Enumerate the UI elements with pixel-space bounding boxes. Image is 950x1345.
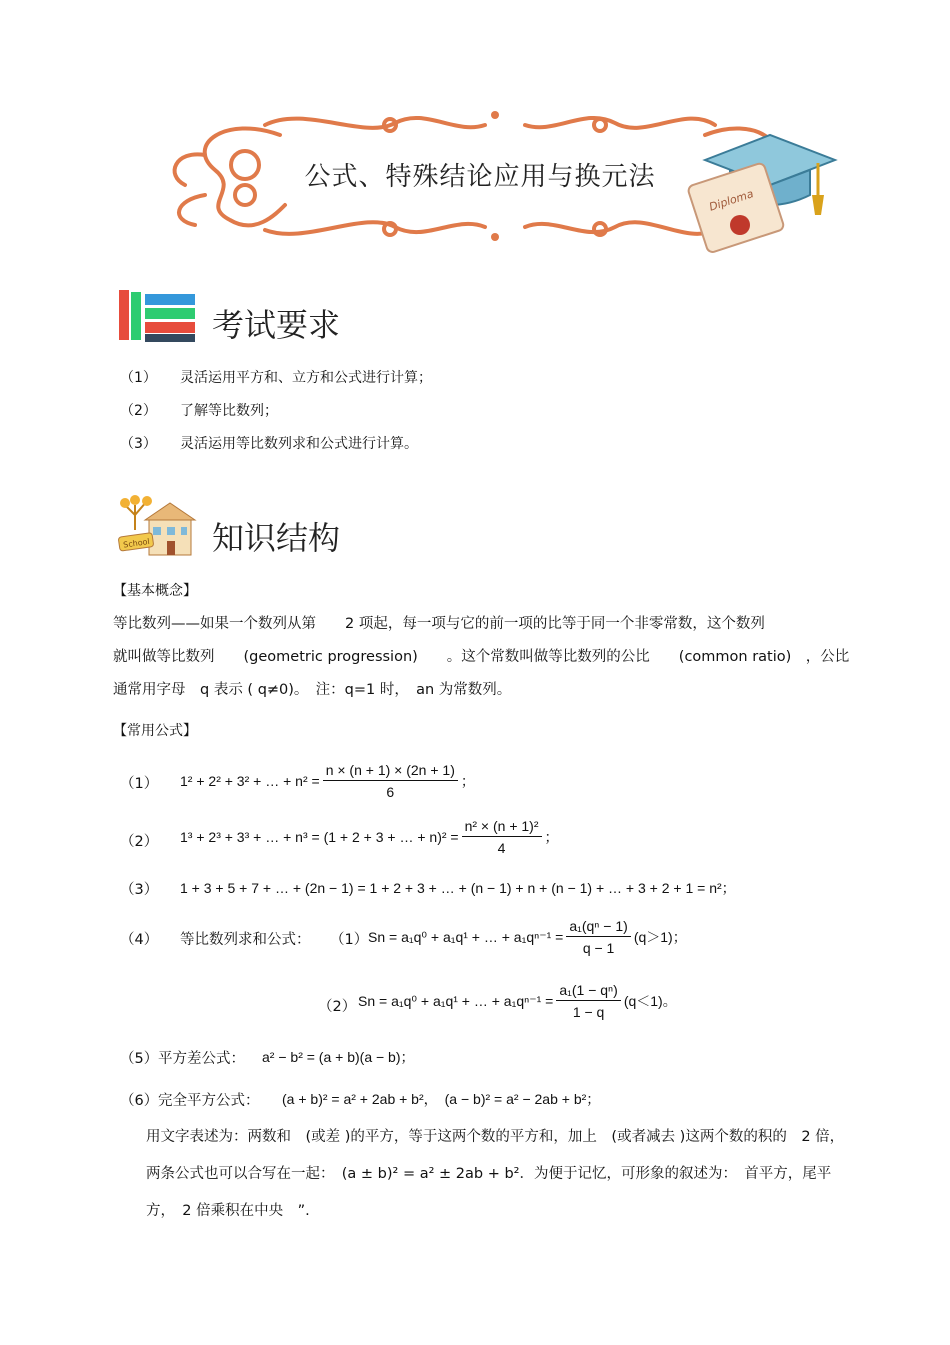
- formula-lhs: 1³ + 2³ + 3³ + … + n³ = (1 + 2 + 3 + … + n)² =: [180, 829, 459, 845]
- geometric-sum-formula-1: [368, 918, 687, 956]
- geometric-sum-label: 等比数列求和公式：: [180, 932, 311, 948]
- formula-sum-of-squares: [180, 762, 475, 800]
- difference-of-squares-label: 平方差公式：: [158, 1051, 245, 1067]
- definition-line: 就叫做等比数列 (geometric progression) 。这个常数叫做等比数列的公比 (common ratio) ，公比: [113, 649, 850, 665]
- school-sign-text: School: [122, 537, 151, 550]
- case-number: （2）: [318, 999, 357, 1015]
- requirement-number: （1）: [120, 370, 157, 386]
- definition-line: 等比数列——如果一个数列从第 2 项起，每一项与它的前一项的比等于同一个非零常数，这个数列: [113, 616, 765, 632]
- numerator: n² × (n + 1)²: [462, 818, 542, 837]
- formula-number: （1）: [120, 776, 159, 792]
- exam-requirements-heading: 考试要求: [212, 306, 341, 344]
- formula-number: （3）: [120, 882, 159, 898]
- formula-number: （4）: [120, 932, 159, 948]
- books-icon: [117, 288, 197, 344]
- diploma-text: Diploma: [707, 187, 756, 214]
- perfect-square-description: 用文字表述为：两数和 (或差 )的平方，等于这两个数的平方和，加上 (或者减去 )这两个数的积的 2 倍，: [146, 1129, 845, 1145]
- formula-number: （6）: [120, 1093, 159, 1109]
- perfect-square-description: 方， 2 倍乘积在中央 ”.: [146, 1203, 310, 1219]
- formula-odd-sum: 1 + 3 + 5 + 7 + … + (2n − 1) = 1 + 2 + 3 + … + (n − 1) + n + (n − 1) + … + 3 + 2 + 1 = n²；: [180, 880, 736, 896]
- denominator: q − 1: [582, 940, 615, 956]
- formula-fraction: [566, 918, 630, 956]
- formula-lhs: 1² + 2² + 3² + … + n² =: [180, 773, 320, 789]
- condition: (q＜1)。: [623, 993, 677, 1009]
- requirement-text: 了解等比数列；: [180, 403, 278, 419]
- formula-end: ；: [460, 773, 475, 789]
- numerator: n × (n + 1) × (2n + 1): [323, 762, 458, 781]
- requirement-number: （3）: [120, 436, 157, 452]
- numerator: a₁(qⁿ − 1): [566, 918, 630, 937]
- formula-lhs: Sn = a₁q⁰ + a₁q¹ + … + a₁qⁿ⁻¹ =: [368, 928, 564, 945]
- requirement-text: 灵活运用平方和、立方和公式进行计算；: [180, 370, 432, 386]
- school-house-icon: [115, 495, 200, 565]
- perfect-square-label: 完全平方公式：: [158, 1093, 260, 1109]
- requirement-text: 灵活运用等比数列求和公式进行计算。: [180, 436, 418, 452]
- numerator: a₁(1 − qⁿ): [556, 982, 620, 1001]
- perfect-square-description: 两条公式也可以合写在一起： (a ± b)² = a² ± 2ab + b²．为便于记忆，可形象的叙述为： 首平方，尾平: [146, 1166, 832, 1182]
- formula-number: （5）: [120, 1051, 159, 1067]
- case-number: （1）: [330, 932, 369, 948]
- formula-end: ；: [544, 829, 559, 845]
- knowledge-structure-heading: 知识结构: [212, 519, 341, 557]
- page-title: 公式、特殊结论应用与换元法: [304, 161, 656, 192]
- formula-number: （2）: [120, 834, 159, 850]
- formula-fraction: [462, 818, 542, 856]
- formula-fraction: [556, 982, 620, 1020]
- formula-fraction: [323, 762, 458, 800]
- denominator: 4: [497, 840, 506, 856]
- requirement-number: （2）: [120, 403, 157, 419]
- denominator: 6: [386, 784, 395, 800]
- geometric-sum-formula-2: [358, 982, 677, 1020]
- basic-concept-label: 【基本概念】: [113, 583, 197, 599]
- formula-sum-of-cubes: [180, 818, 559, 856]
- denominator: 1 − q: [572, 1004, 605, 1020]
- formula-lhs: Sn = a₁q⁰ + a₁q¹ + … + a₁qⁿ⁻¹ =: [358, 992, 554, 1009]
- difference-of-squares-formula: a² − b² = (a + b)(a − b)；: [262, 1049, 415, 1065]
- common-formula-label: 【常用公式】: [113, 723, 197, 739]
- condition: (q＞1)；: [633, 929, 687, 945]
- definition-line: 通常用字母 q 表示 ( q≠0)。 注：q=1 时， an 为常数列。: [113, 682, 512, 698]
- perfect-square-formula: (a + b)² = a² + 2ab + b²， (a − b)² = a² − 2ab + b²；: [282, 1091, 601, 1107]
